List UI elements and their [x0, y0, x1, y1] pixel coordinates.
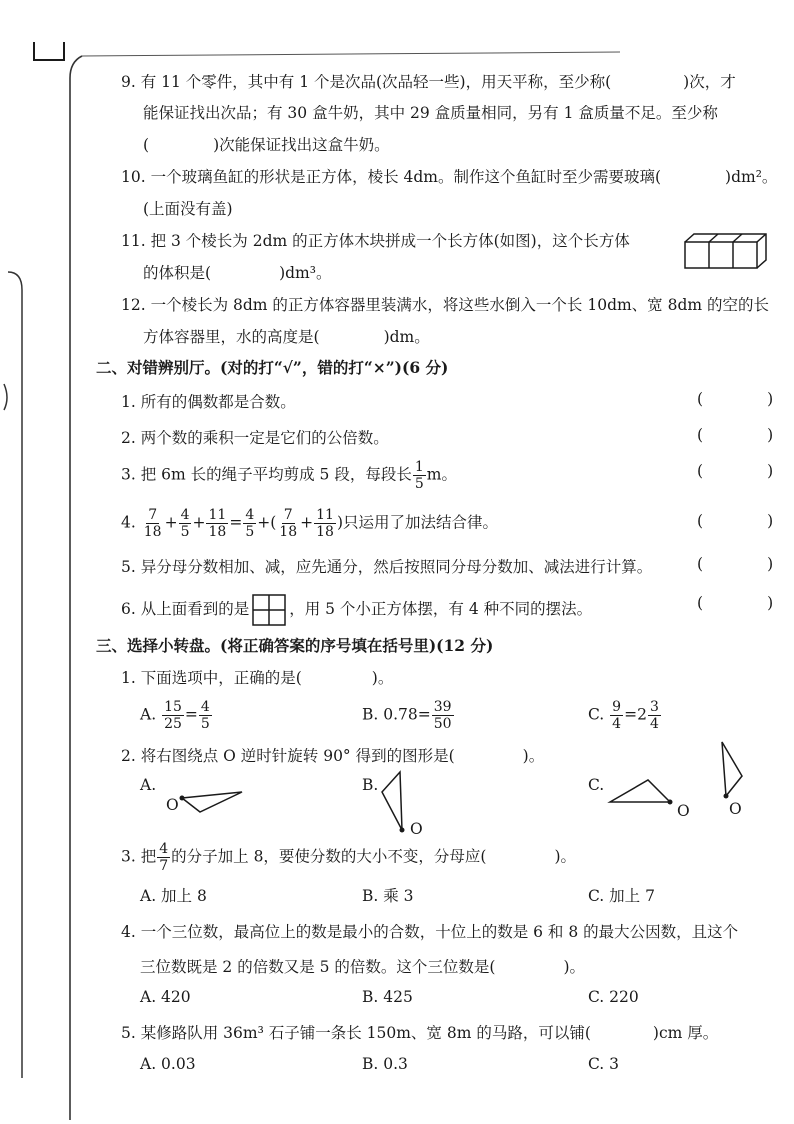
choice-q5-option-a: A. 0.03 — [140, 1055, 196, 1073]
answer-bracket-2[interactable]: ( ) — [697, 426, 774, 444]
q12-line1: 12. 一个棱长为 8dm 的正方体容器里装满水，将这些水倒入一个长 10dm、宽 8dm 的空的长 — [121, 296, 770, 314]
choice-q5-stem: 5. 某修路队用 36m³ 石子铺一条长 150m、宽 8m 的马路，可以铺( )cm 厚。 — [121, 1024, 719, 1042]
triangle-option-c — [608, 776, 688, 816]
q9-line1: 9. 有 11 个零件，其中有 1 个是次品(次品轻一些)，用天平称，至少称( )次，才 — [121, 73, 736, 91]
q12-line2: 方体容器里，水的高度是( )dm。 — [143, 328, 430, 346]
choice-q5-option-c: C. 3 — [588, 1055, 620, 1073]
part2-title: 二、对错辨别厅。(对的打“√”，错的打“×”)(6 分) — [96, 358, 449, 377]
judge-item-1: 1. 所有的偶数都是合数。 — [121, 393, 296, 411]
point-o-label-c: O — [677, 802, 690, 820]
choice-q2-stem: 2. 将右图绕点 O 逆时针旋转 90° 得到的图形是( )。 — [121, 747, 545, 765]
choice-q4-option-c: C. 220 — [588, 988, 639, 1006]
q11-line1: 11. 把 3 个棱长为 2dm 的正方体木块拼成一个长方体(如图)，这个长方体 — [121, 232, 630, 250]
choice-q4-line2: 三位数既是 2 的倍数又是 5 的倍数。这个三位数是( )。 — [140, 958, 586, 976]
judge-item-5: 5. 异分母分数相加、减，应先通分，然后按照同分母分数加、减法进行计算。 — [121, 558, 653, 576]
choice-q2-option-a-label: A. — [140, 776, 157, 794]
answer-bracket-5[interactable]: ( ) — [697, 555, 774, 573]
choice-q2-option-c-label: C. — [588, 776, 605, 794]
q10-line1: 10. 一个玻璃鱼缸的形状是正方体，棱长 4dm。制作这个鱼缸时至少需要玻璃( )dm²。 — [121, 168, 778, 186]
judge-item-2: 2. 两个数的乘积一定是它们的公倍数。 — [121, 429, 389, 447]
choice-q1-option-a: A. $\frac{15}{25}$ = $\frac{4}{5}$ — [140, 699, 210, 732]
choice-q4-line1: 4. 一个三位数，最高位上的数是最小的合数，十位上的数是 6 和 8 的最大公因数，且这个 — [121, 923, 739, 941]
q11-line2: 的体积是( )dm³。 — [143, 264, 332, 282]
choice-q2-option-b-label: B. — [362, 776, 379, 794]
choice-q3-option-b: B. 乘 3 — [362, 887, 414, 905]
choice-q4-option-b: B. 425 — [362, 988, 413, 1006]
judge-item-4: 4. $\frac{7}{18}$ + $\frac{4}{5}$ + $\frac{11}{18}$ = $\frac{4}{5}$ +( $\frac{7}{18}$ + $\frac{11}{18}$ )只运用了加法结合律。 — [121, 507, 499, 540]
triangle-original — [716, 738, 756, 808]
choice-q1-option-c: C. $\frac{9}{4}$ =2 $\frac{3}{4}$ — [588, 699, 659, 732]
judge-item-3: 3. 把 6m 长的绳子平均剪成 5 段，每段长 $\frac{1}{5}$ m。 — [121, 459, 457, 492]
choice-q5-option-b: B. 0.3 — [362, 1055, 408, 1073]
choice-q3-option-c: C. 加上 7 — [588, 887, 655, 905]
choice-q1-stem: 1. 下面选项中，正确的是( )。 — [121, 669, 394, 687]
point-o-label-a: O — [166, 796, 179, 814]
choice-q4-option-a: A. 420 — [140, 988, 191, 1006]
cuboid-figure — [684, 232, 774, 272]
part3-title: 三、选择小转盘。(将正确答案的序号填在括号里)(12 分) — [96, 636, 494, 655]
choice-q3-option-a: A. 加上 8 — [140, 887, 207, 905]
answer-bracket-4[interactable]: ( ) — [697, 512, 774, 530]
point-o-label-original: O — [729, 800, 742, 818]
top-view-icon — [252, 594, 286, 626]
answer-bracket-6[interactable]: ( ) — [697, 594, 774, 612]
answer-bracket-1[interactable]: ( ) — [697, 390, 774, 408]
judge-item-6: 6. 从上面看到的是 ，用 5 个小正方体摆，有 4 种不同的摆法。 — [121, 594, 592, 626]
answer-bracket-3[interactable]: ( ) — [697, 462, 774, 480]
q10-line2: (上面没有盖) — [143, 200, 233, 218]
point-o-label-b: O — [410, 820, 423, 838]
q9-line3: ( )次能保证找出这盒牛奶。 — [143, 136, 390, 154]
q9-line2: 能保证找出次品；有 30 盒牛奶，其中 29 盒质量相同，另有 1 盒质量不足。至少称 — [143, 104, 718, 122]
choice-q3-stem: 3. 把 $\frac{4}{7}$ 的分子加上 8，要使分数的大小不变，分母应( )。 — [121, 841, 577, 874]
choice-q1-option-b: B. 0.78= $\frac{39}{50}$ — [362, 699, 452, 732]
